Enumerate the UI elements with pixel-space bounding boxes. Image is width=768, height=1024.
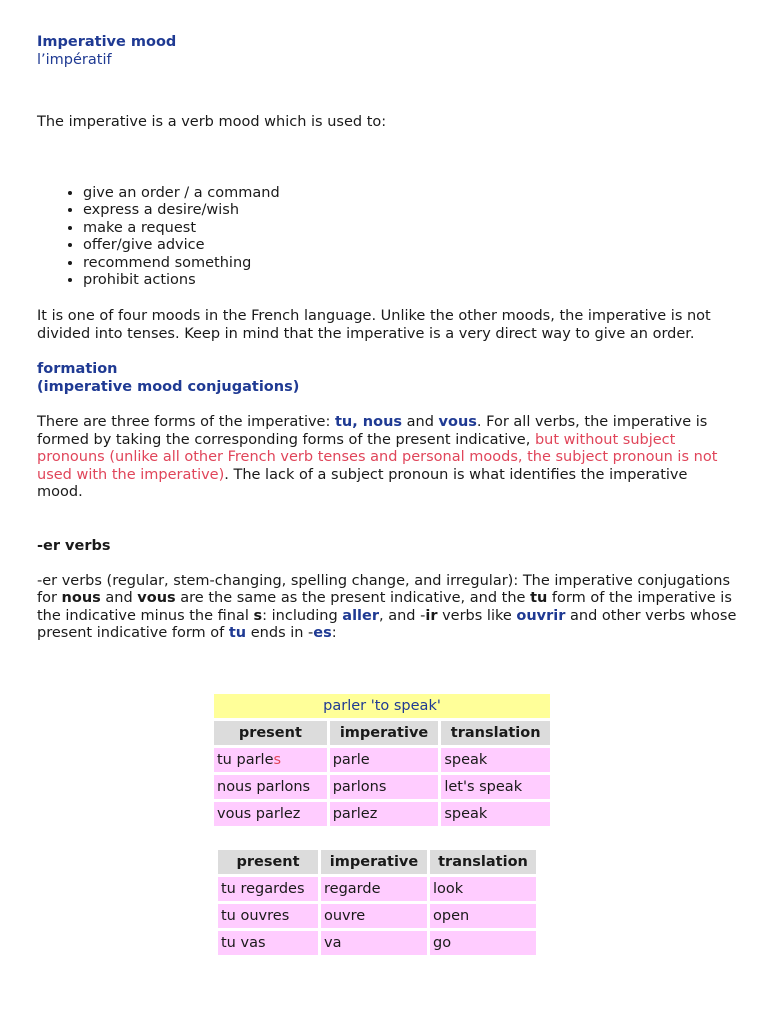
keyword-nous: nous [61, 590, 101, 607]
table-cell: ouvre [321, 904, 427, 928]
table-header: present [214, 721, 327, 745]
table-cell: tu regardes [218, 877, 318, 901]
page-subtitle: l’impératif [37, 52, 112, 68]
formation-paragraph [37, 414, 737, 502]
list-item: • prohibit actions [83, 272, 737, 290]
table-cell [214, 748, 327, 772]
text-span: ends in - [246, 625, 314, 642]
list-item: • make a request [83, 220, 737, 238]
table-header: present [218, 850, 318, 874]
list-item: • recommend something [83, 255, 737, 273]
table-row [218, 931, 536, 955]
keyword-aller: aller [342, 607, 379, 624]
uses-list [37, 185, 737, 291]
table-cell: parlez [330, 802, 439, 826]
table-cell: nous parlons [214, 775, 327, 799]
table-cell: look [430, 877, 536, 901]
examples-table [215, 847, 539, 958]
text-span: -er verbs (regular, stem-changing, spelling change, and irregular): The imperative conjugations for [37, 572, 731, 607]
formation-title: formation [37, 361, 118, 378]
text-span: form of the imperative is the indicative minus the final [37, 590, 732, 624]
table-cell: go [430, 931, 536, 955]
table-row [214, 775, 550, 799]
text-span: and [100, 590, 138, 607]
table-row [214, 802, 550, 826]
article [37, 33, 737, 643]
list-item: • give an order / a command [83, 185, 737, 203]
text-span: . For all verbs, the imperative is formed by taking the corresponding forms of the present indicative, [37, 414, 708, 448]
table-cell: tu ouvres [218, 904, 318, 928]
table-caption: parler 'to speak' [214, 694, 550, 718]
keyword-es: es [313, 625, 332, 642]
table-cell: va [321, 931, 427, 955]
text-span: , [352, 414, 363, 431]
ending-highlight: s [273, 752, 282, 768]
text-span: are the same as the present indicative, and the [175, 590, 531, 607]
text-span: , and - [379, 607, 426, 624]
highlight-text: but without subject pronouns (unlike all other French verb tenses and personal moods, the subject pronoun is not used with the imperative) [37, 431, 718, 483]
formation-subtitle: (imperative mood conjugations) [37, 379, 300, 396]
keyword-vous: vous [438, 414, 477, 431]
text-span: and [402, 414, 439, 431]
table-cell: parlons [330, 775, 439, 799]
keyword-ouvrir: ouvrir [516, 607, 566, 624]
text-span: : including [262, 607, 343, 624]
er-verbs-heading: -er verbs [37, 537, 111, 554]
list-item: • offer/give advice [83, 237, 737, 255]
parler-table [211, 691, 553, 829]
table-header: imperative [330, 721, 439, 745]
keyword-nous: nous [362, 414, 403, 431]
keyword-s: s [253, 607, 263, 624]
keyword-ir: ir [425, 607, 438, 624]
moods-paragraph: It is one of four moods in the French language. Unlike the other moods, the imperative is not divided into tenses. Keep in mind that the imperative is a very direct way to give an order. [37, 308, 711, 342]
table-cell: let's speak [441, 775, 550, 799]
table-header: imperative [321, 850, 427, 874]
table-cell: vous parlez [214, 802, 327, 826]
text-span: : [331, 625, 337, 642]
text-span: . The lack of a subject pronoun is what identifies the imperative mood. [37, 466, 688, 501]
table-row [214, 748, 550, 772]
table-cell: speak [441, 748, 550, 772]
table-cell: parle [330, 748, 439, 772]
keyword-tu: tu [228, 625, 247, 642]
table-cell: regarde [321, 877, 427, 901]
table-row [218, 904, 536, 928]
intro-paragraph: The imperative is a verb mood which is used to: [37, 114, 387, 130]
text-span: and other verbs whose present indicative form of [37, 607, 737, 642]
table-row [218, 877, 536, 901]
formation-heading [37, 360, 737, 396]
list-item: • express a desire/wish [83, 202, 737, 220]
table-header: translation [430, 850, 536, 874]
text-span: There are three forms of the imperative: [37, 414, 335, 431]
table-header: translation [441, 721, 550, 745]
cell-text: tu parle [217, 752, 274, 768]
table-cell: tu vas [218, 931, 318, 955]
keyword-tu: tu [530, 590, 548, 607]
er-verbs-paragraph [37, 573, 737, 643]
page-title: Imperative mood [37, 34, 177, 50]
keyword-tu: tu [334, 414, 353, 431]
keyword-vous: vous [137, 590, 176, 607]
table-cell: speak [441, 802, 550, 826]
table-cell: open [430, 904, 536, 928]
text-span: verbs like [437, 607, 517, 624]
